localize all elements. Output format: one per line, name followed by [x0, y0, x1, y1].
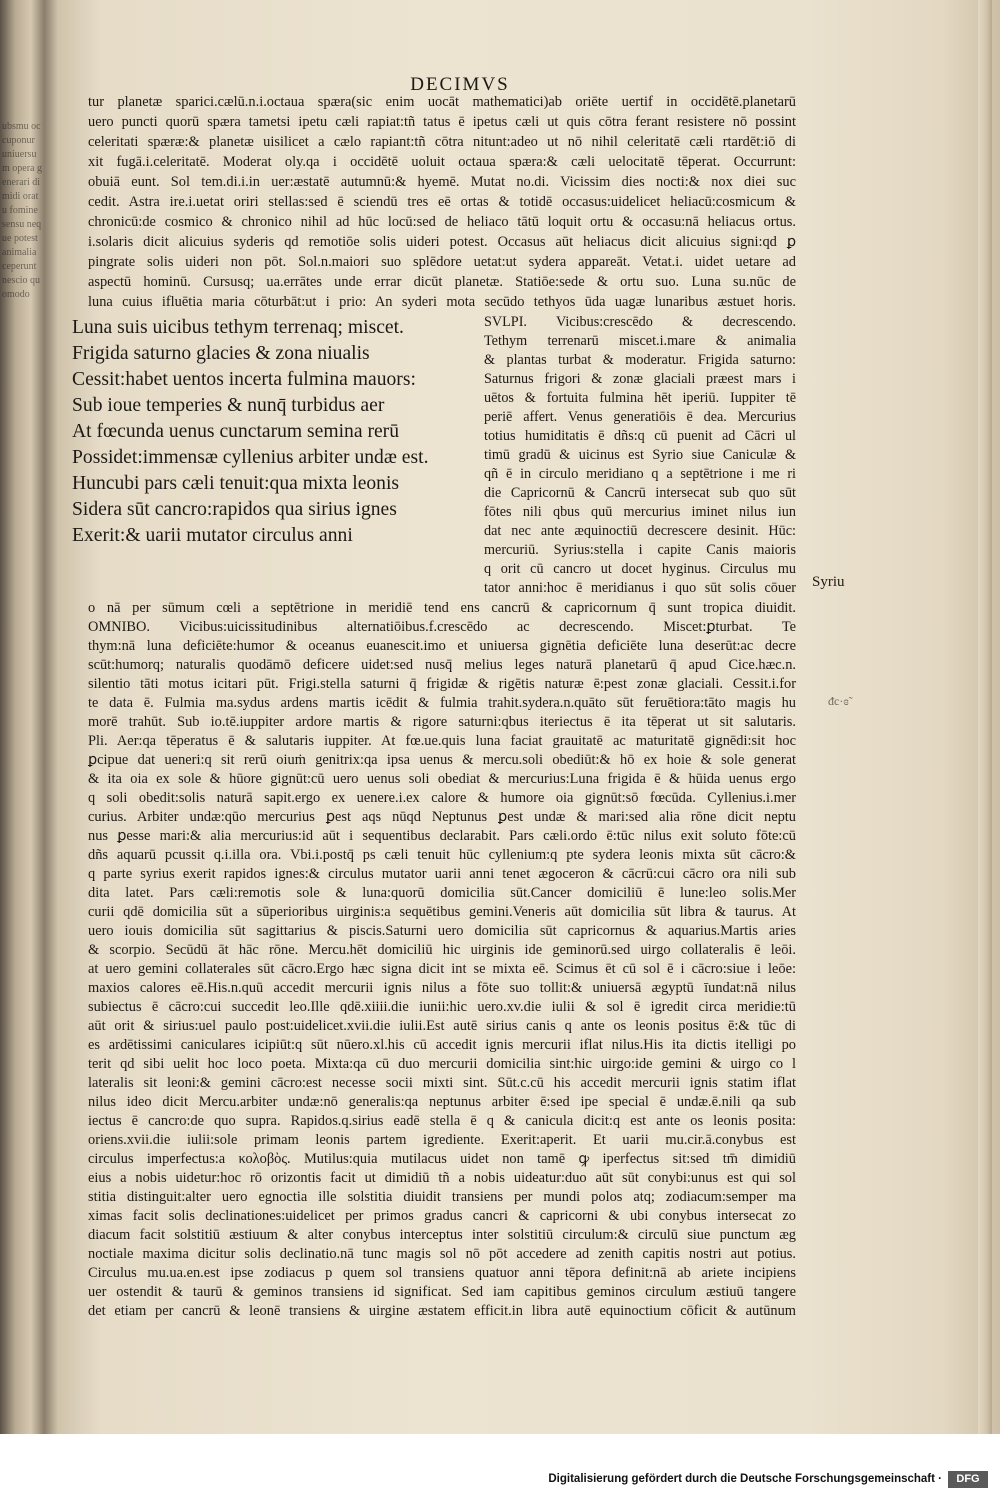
text-line: oriens.xvii.die iulii:sole primam leonis partem igrediente. Exerit:aperit. Et uarii mu.cir.ā.conybus est	[88, 1132, 796, 1148]
previous-page-edge	[0, 0, 44, 1434]
text-line: silentio tāti motus icitari pūt. Frigi.stella saturni q̄ frigidæ & rigētis naturæ ē:pest zonæ glaciali. Cessit.i.for	[88, 676, 796, 692]
text-line: & ita oia ex sole & hūore gignūt:cū uero uenus soli obediat & mercurius:Luna frigida ē & hūida uenus ergo	[88, 771, 796, 787]
commentary-line: mercuriū. Syrius:stella i capite Canis maioris	[484, 542, 796, 558]
text-line: noctiale maxima dicitur solis declinatio.nā tunc magis sol nō pōt accedere ad zenith capitis nostri aut potius.	[88, 1246, 796, 1262]
text-line: morē trahūt. Sub io.tē.iuppiter ardore martis & rigore saturni:qbus iteriectus ē ita tēperat ut sit salutaris.	[88, 714, 796, 730]
text-line: nus ꝑesse mari:& alia mercurius:id aūt i sequentibus declarabit. Pars cæli.ordo ē:tūc nilus exit soluto fōte:cū	[88, 828, 796, 844]
verse-line: At fœcunda uenus cunctarum semina rerū	[72, 421, 399, 442]
footer-bar	[0, 1434, 1000, 1494]
commentary-line: & plantas turbat & moderatur. Frigida saturno:	[484, 352, 796, 368]
commentary-line: timū gradū & uicinus est Syrio siue Caniculæ &	[484, 447, 796, 463]
text-line: subiectus ē cācro:cui succedit leo.Ille qdē.xiiii.die iunii:hic uero.xv.die iulii & sol ē igredit circa meridie:tū	[88, 999, 796, 1015]
text-line: tur planetæ sparici.cælū.n.i.octaua spæra(sic enim uocāt mathematici)ab oriēte uertif in occidētē.planetarū	[88, 94, 796, 110]
text-line: nilus ideo dicit Mercu.arbiter undæ:nō generalis:qa neptunus arbiter ē:sed ipe special ē undæ.ē.nili qa sub	[88, 1094, 796, 1110]
text-line: celeritati spæræ:& planetæ uisilicet a cælo rapiant:tñ cōtra nitunt:adeo ut nō nihil celeritatē cæli rtardēt:iō di	[88, 134, 796, 150]
text-line: luna cuius ifluētia maria cōturbāt:ut i prio: An syderi mota secūdo tethyos ūda uagæ lunaribus æstuet horis.	[88, 294, 796, 310]
verse-line: Frigida saturno glacies & zona niualis	[72, 343, 370, 364]
text-line: maxios calores eē.His.n.quū accedit mercurii ignis nilus a fōte suo tollit:& uniuersā ægyptū īundat:nā nilus	[88, 980, 796, 996]
verse-line: Cessit:habet uentos incerta fulmina mauors:	[72, 369, 416, 390]
text-line: thym:nā luna deficiēte:humor & oceanus euanescit.imo et uniuersa gignētia deficiēte luna deserūt:ac decre	[88, 638, 796, 654]
text-line: curius. Arbiter undæ:qūo mercurius ꝑest aqs nūqd Neptunus ꝑest undæ & mari:sed alia rōne dicit neptu	[88, 809, 796, 825]
text-line: OMNIBO. Vicibus:uicissitudinibus alternatiōibus.f.crescēdo ac decrescendo. Miscet:ꝑturbat. Te	[88, 619, 796, 635]
commentary-line: die Capricornū & Cancrū intersecat sub quo sūt	[484, 485, 796, 501]
page-fore-edge	[978, 0, 992, 1434]
text-line: terit qd sibi uelit hoc loco poeta. Mixta:qa cū duo mercurii domicilia sint:hic uirgo:ide gemini & uirgo co l	[88, 1056, 796, 1072]
text-line: & scorpio. Secūdū āt hāc rōne. Mercu.hēt domiciliū hic uirginis ide geminorū.sed uirgo collateralis ē leōi.	[88, 942, 796, 958]
text-line: det etiam per cancrū & leonē transiens & uirgine æstatem efficit.in libra autē equinoctium cōficit & autūnum	[88, 1303, 796, 1319]
text-line: lateralis sit leoni:& gemini cācro:est necesse socii mixti sint. Sūt.c.cū his accedit mercurii ignis statim iflat	[88, 1075, 796, 1091]
commentary-line: Tethym terrenarū miscet.i.mare & animalia	[484, 333, 796, 349]
funding-credit: Digitalisierung gefördert durch die Deutsche Forschungsgemeinschaft ·	[548, 1473, 942, 1485]
text-line: i.solaris dicit alicuius syderis qd remotiōe solis uideri potest. Occasus aūt heliacus dicit alicuius signi:qd ꝑ	[88, 234, 796, 250]
verse-line: Sub ioue temperies & nunq̄ turbidus aer	[72, 395, 385, 416]
commentary-line: q orit cū cancro ut docet hyginus. Circulus mu	[484, 561, 796, 577]
commentary-line: dat nec ante æquinoctiū decrescere desinit. Hūc:	[484, 523, 796, 539]
verse-line: Exerit:& uarii mutator circulus anni	[72, 525, 353, 546]
text-line: es ardētissimi caniculares icipiūt:q sūt nūero.xl.his cū accedit ignis mercurii iflat nilus.His ita dictis itelligi po	[88, 1037, 796, 1053]
text-line: te data ē. Fulmia ma.sydus ardens martis icēdit & fulmia trahit.sydera.n.quāto sūt feruētiora:tāto magis hu	[88, 695, 796, 711]
text-line: at uero gemini collaterales sūt cācro.Ergo hæc signa dicit int se mixta eē. Scimus ēt cū sol ē i cācro:siue i leōe:	[88, 961, 796, 977]
text-line: eius a nobis uidetur:hoc rō orizontis facit ut dimidiū tñ a nobis uideatur:duo aūt sūt conybi:unus est qui sol	[88, 1170, 796, 1186]
text-line: pingrate solis uideri non pōt. Sol.n.maiori suo splēdore uetat:ut sydera appareāt. Vetat.i. uidet uetare ad	[88, 254, 796, 270]
verse-line: Luna suis uicibus tethym terrenaq; miscet.	[72, 317, 404, 338]
text-line: Circulus mu.ua.en.est ipse zodiacus p quem sol transiens quatuor anni tēpora definit:nā ab ariete incipiens	[88, 1265, 796, 1281]
text-line: aspectū hominū. Cursusq; ua.errātes unde errar dicūt planetæ. Statiōe:sede & ortu suo. Luna su.nūc de	[88, 274, 796, 290]
text-line: stitia distinguit:alter uero egnoctia ille solstitia diuidit transiens per mundi polos atq; zodiacum:semper ma	[88, 1189, 796, 1205]
commentary-line: Saturnus frigori & zonæ glaciali præest mars i	[484, 371, 796, 387]
text-line: aūt orit & sirius:uel paulo post:uidelicet.xvii.die iulii.Est autē sirius canis q ante os leonis positus ē:& tūc di	[88, 1018, 796, 1034]
commentary-line: uētos & fortuita fulmina hēt iperiū. Iuppiter tē	[484, 390, 796, 406]
text-line: iectus ē cancro:de quo supra. Rapidos.q.sirius eadē stella ē q & canicula dicit:q est ante os leonis posita:	[88, 1113, 796, 1129]
text-line: obuiā eunt. Sol tem.di.i.in uer:æstatē autumnū:& hyemē. Mutat no.di. Vicissim dies nocti:& nox diei suc	[88, 174, 796, 190]
text-line: Pli. Aer:qa tēperatus ē & salutaris iuppiter. At fœ.ue.quis luna faciat grauitatē ac maturitatē gignēdi:sit hoc	[88, 733, 796, 749]
verse-line: Possidet:immensæ cyllenius arbiter undæ est.	[72, 447, 429, 468]
text-line: curii qdē domicilia sūt a sūperioribus uirginis:a sequētibus gemini.Veneris aūt domicilia sūt libra & taurus. At	[88, 904, 796, 920]
text-line: o nā per sūmum cœli a septētrione in meridiē tend ens cancrū & capricornum q̄ sunt tropica diuidit.	[88, 600, 796, 616]
dfg-logo-icon: DFG	[948, 1471, 988, 1488]
text-line: q parte syrius exerit rapidos ignes:& circulus mutator uarii anni tenet ægoceron & cācrū:cui cācro ora nili sub	[88, 866, 796, 882]
text-line: uero iouis domicilia sūt sagittarius & piscis.Saturni uero domicilia sūt capricornus & aquarius.Martis aries	[88, 923, 796, 939]
text-line: xit fugā.i.celeritatē. Moderat oly.qa i occidētē uoluit octaua spæra:& cæli uelocitatē tēperat. Occurrunt:	[88, 154, 796, 170]
text-line: chronicū:de cosmico & chronico nihil ad hūc locū:sed de heliaco tātū loquit ortu & occasu:nā heliacus ortus.	[88, 214, 796, 230]
commentary-line: tator anni:hoc ē meridianus i quo sūt solis cōuer	[484, 580, 796, 596]
verse-line: Huncubi pars cæli tenuit:qua mixta leonis	[72, 473, 400, 494]
text-line: dñs aquarū pcussit q.i.illa ora. Vbi.i.postq̄ ps cæli tenuit hūc cyllenium:q pte sydera leonis mixta sūt cācro:&	[88, 847, 796, 863]
text-line: diacum facit solstitiū æstiuum & alter conybus interceptus inter solstitiū circulum:& circulū siue punctum æg	[88, 1227, 796, 1243]
commentary-line: fōtes nili qbus quū mercurius iminet nilus iun	[484, 504, 796, 520]
text-line: dita latet. Pars cæli:remotis sole & luna:quorū domicilia sūt.Cancer domiciliū ē lune:leo solis.Mer	[88, 885, 796, 901]
page-gutter-shadow	[44, 0, 58, 1434]
page-header: DECIMVS	[410, 74, 510, 95]
verse-line: Sidera sūt cancro:rapidos qua sirius ignes	[72, 499, 397, 520]
text-line: uero puncti quorū spæra tametsi ipetu cæli rapiat:tñ tatus ē ipetus cæli ut quis cōtra ferant resistere nō possint	[88, 114, 796, 130]
margin-note: Syriu	[812, 574, 845, 590]
commentary-line: periē affert. Venus generatiōis ē dea. Mercurius	[484, 409, 796, 425]
text-line: circulus imperfectus:a κολοβὸς. Mutilus:quia mutilacus uidet non tamē ꝙ iperfectus sit:sed tm̄ dimidiū	[88, 1151, 796, 1167]
previous-page-fragment: ubsmu occuponur uniuersum opera generari dimidi oratu fomine sensu neque potest animalia ceperunt nescio quomodo	[2, 121, 42, 300]
commentary-line: totius humiditatis ē dñs:q cū puenit ad Cācri ul	[484, 428, 796, 444]
text-line: ꝑcipue dat ueneri:q sit rerū oiuṁ genitrix:qa ipsa uenus & mercu.soli obediūt:& hō ex hoie & sole generat	[88, 752, 796, 768]
text-line: uer ostendit & taurū & geminos transiens id significat. Sed iam capitibus geminos circulum æstiuū tangere	[88, 1284, 796, 1300]
text-line: cedit. Astra ire.i.uetat oriri stellas:sed ē sciendū tres eē ortas & totidē occasus:uidelicet heliacū:cosmicum &	[88, 194, 796, 210]
text-line: q soli obedit:solis naturā sapit.ergo ex uenere.i.ex calore & humore oia gignūt:sō fœcūda. Cyllenius.i.mer	[88, 790, 796, 806]
commentary-line: SVLPI. Vicibus:crescēdo & decrescendo.	[484, 314, 796, 330]
text-line: ximas facit solis declinationes:uidelicet per primos gradus cancri & capricorni & ubi conybus intersecat zo	[88, 1208, 796, 1224]
text-line: scūt:humorq; naturalis quodāmō deficere uidet:sed nusq̄ melius leges naturā planetarū q̄ apud Cice.hæc.n.	[88, 657, 796, 673]
margin-scribble: ᵭc·ɞ̃	[828, 694, 849, 708]
commentary-line: qñ ē in circulo meridiano q a septētrione i me ri	[484, 466, 796, 482]
